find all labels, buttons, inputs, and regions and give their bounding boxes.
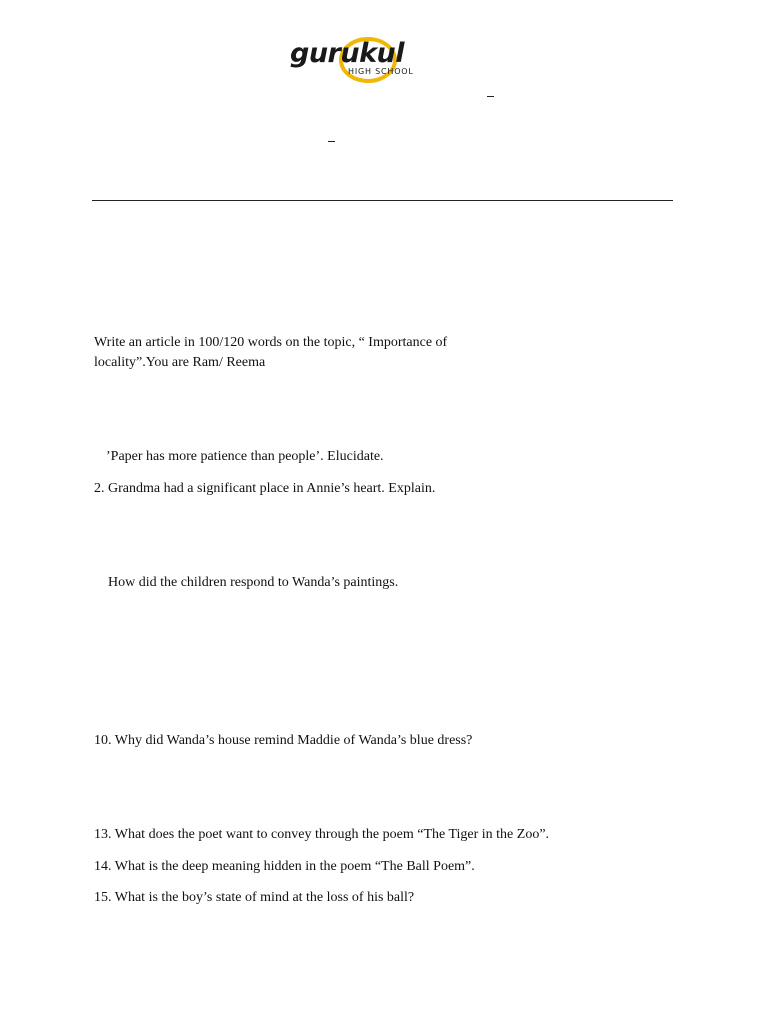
question-item: 10. Why did Wanda’s house remind Maddie of Wanda’s blue dress? <box>94 733 473 748</box>
logo-wordmark: gurukul <box>290 38 405 69</box>
question-item: 15. What is the boy’s state of mind at the loss of his ball? <box>94 890 415 905</box>
question-item: How did the children respond to Wanda’s paintings. <box>108 575 399 590</box>
question-item: ’Paper has more patience than people’. Elucidate. <box>106 449 384 464</box>
header-divider <box>92 200 673 201</box>
question-item: 13. What does the poet want to convey through the poem “The Tiger in the Zoo”. <box>94 827 550 842</box>
header-mark-2 <box>328 141 335 142</box>
logo-subtitle: HIGH SCHOOL <box>348 67 414 76</box>
header-mark-1 <box>487 96 494 97</box>
article-question-line-1: Write an article in 100/120 words on the topic, “ Importance of <box>94 335 448 350</box>
question-item: 2. Grandma had a significant place in Annie’s heart. Explain. <box>94 481 436 496</box>
article-question-line-2: locality”.You are Ram/ Reema <box>94 355 266 370</box>
school-logo <box>288 36 434 84</box>
question-item: 14. What is the deep meaning hidden in the poem “The Ball Poem”. <box>94 859 475 874</box>
